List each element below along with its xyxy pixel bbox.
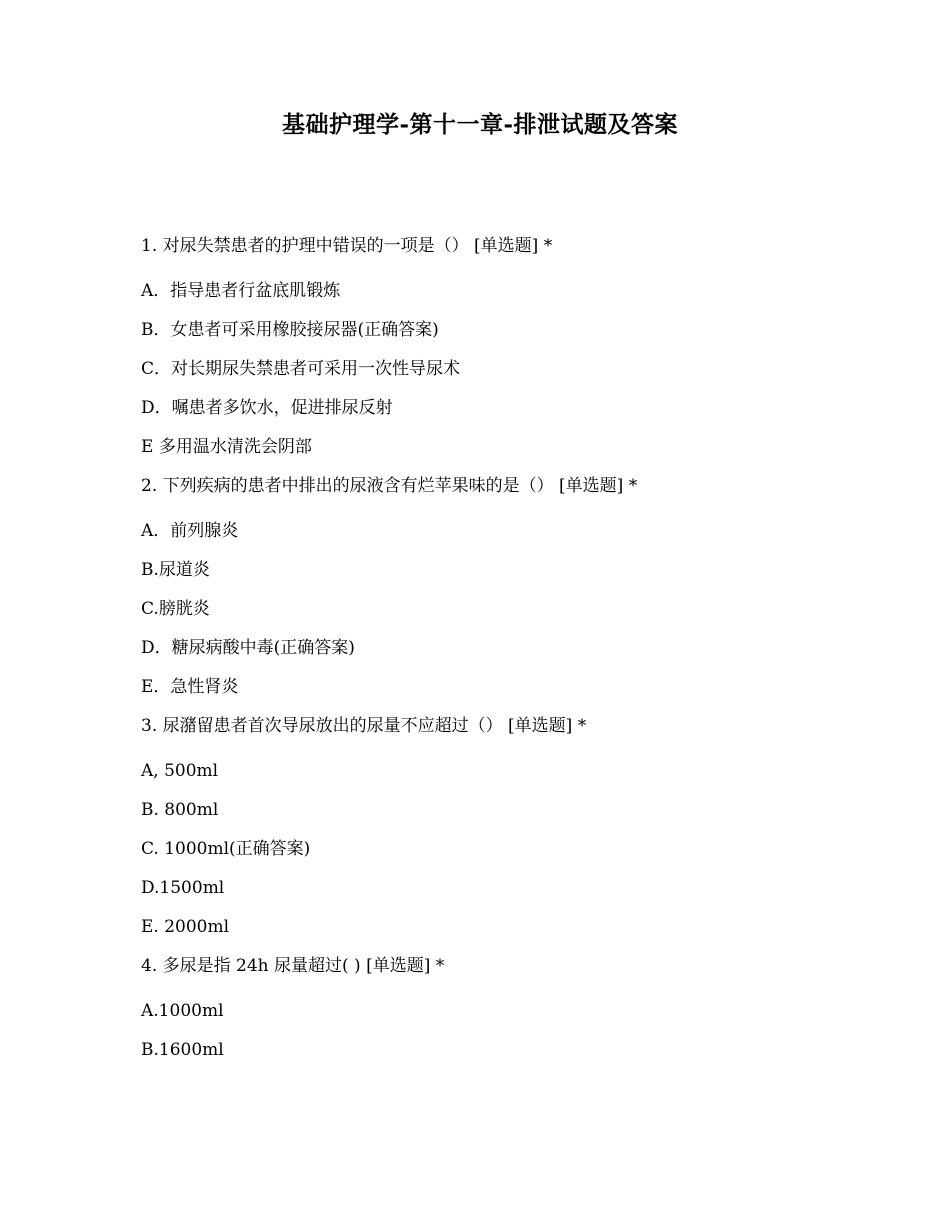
option-d: D.1500ml [141, 878, 225, 898]
option-a: A．前列腺炎 [141, 521, 239, 541]
question-list [141, 232, 901, 1075]
option-a: A.1000ml [141, 1001, 224, 1021]
question-stem: 3. 尿潴留患者首次导尿放出的尿量不应超过（） [单选题] * [141, 716, 587, 736]
option-d: D．糖尿病酸中毒(正确答案) [141, 638, 355, 658]
option-b: B.尿道炎 [141, 560, 210, 580]
option-b: B.1600ml [141, 1040, 224, 1060]
option-e: E．急性肾炎 [141, 677, 239, 697]
option-c: C.膀胱炎 [141, 599, 210, 619]
question-3 [141, 712, 901, 941]
question-1 [141, 232, 901, 461]
option-c: C．对长期尿失禁患者可采用一次性导尿术 [141, 359, 461, 379]
question-stem: 4. 多尿是指 24h 尿量超过( ) [单选题] * [141, 956, 445, 976]
option-e: E 多用温水清洗会阴部 [141, 437, 312, 457]
document-title: 基础护理学-第十一章-排泄试题及答案 [281, 111, 679, 138]
question-4 [141, 952, 901, 1064]
option-b: B．女患者可采用橡胶接尿器(正确答案) [141, 320, 439, 340]
question-stem: 2. 下列疾病的患者中排出的尿液含有烂苹果味的是（） [单选题] * [141, 476, 638, 496]
question-2 [141, 472, 901, 701]
option-d: D．嘱患者多饮水，促进排尿反射 [141, 398, 393, 418]
option-c: C. 1000ml(正确答案) [141, 839, 311, 859]
option-e: E. 2000ml [141, 917, 230, 937]
question-stem: 1. 对尿失禁患者的护理中错误的一项是（） [单选题] * [141, 236, 553, 256]
option-a: A．指导患者行盆底肌锻炼 [141, 281, 341, 301]
option-b: B. 800ml [141, 800, 219, 820]
option-a: A, 500ml [141, 761, 219, 781]
